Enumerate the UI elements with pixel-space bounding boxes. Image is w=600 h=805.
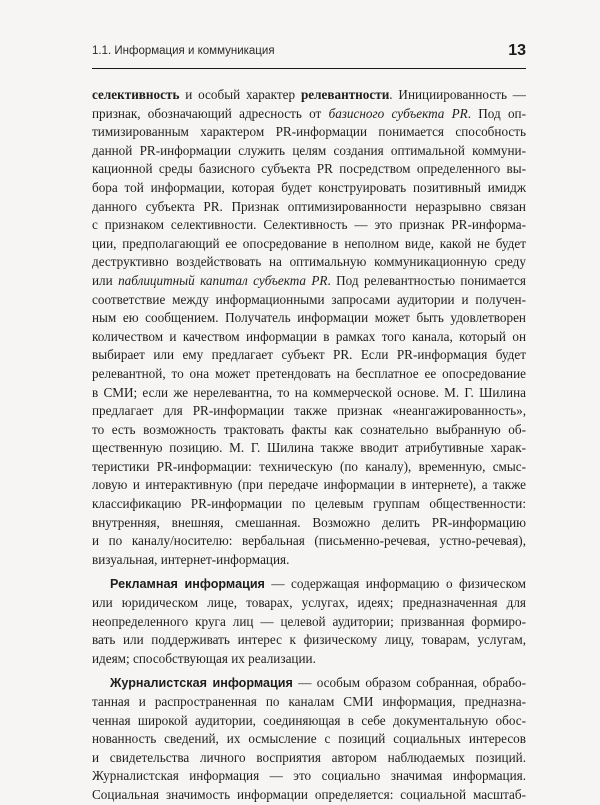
text-line: теристики PR-информации: техническую (по каналу), временную, смыс- — [92, 458, 526, 474]
text-line: внутренняя, внешняя, смешанная. Возможно делить PR-информацию — [92, 514, 526, 530]
text-span: и особый характер — [179, 87, 301, 102]
term-basic-subject: базисного субъекта PR — [328, 105, 468, 121]
text-span: — особым образом собранная, обрабо- — [292, 675, 526, 691]
text-line: предлагает для PR-информации также признак «неангажированность», — [92, 403, 526, 419]
text-line: ции, предполагающий ее опосредование в неполном виде, какой не будет — [92, 235, 526, 251]
text-span: или — [92, 272, 119, 288]
text-body — [92, 86, 526, 805]
text-line: данной PR-информации служить целям создания оптимальной коммуни- — [92, 142, 526, 158]
text-line: выбирает или ему предлагает субъект PR. Если PR-информация будет — [92, 347, 526, 363]
section-title: 1.1. Информация и коммуникация — [92, 45, 275, 57]
text-span: — содержащая информацию о физическом — [264, 576, 526, 592]
text-line — [92, 86, 526, 105]
text-span: . Инициированность — — [389, 87, 526, 102]
text-line: то есть возможность трактовать факты как сознательно выбранную об- — [92, 421, 526, 437]
page-number: 13 — [508, 42, 526, 59]
text-line: и по каналу/носителю: вербальная (письменно-речевая, устно-речевая), — [92, 533, 526, 549]
term-publicity-capital: паблицитный капитал субъекта PR — [118, 272, 328, 288]
text-line: неопределенного круга лиц — целевой аудитории; призванная формиро- — [92, 613, 526, 629]
text-line: щественную позицию. М. Г. Шилина также вводит атрибутивные харак- — [92, 440, 526, 456]
text-line: и свидетельства личного восприятия автором наблюдаемых позиций. — [92, 749, 526, 765]
text-line: Социальная значимость информации определяется: социальной масштаб- — [92, 786, 526, 802]
paragraph-pr-attributes — [92, 86, 526, 569]
text-line: танная и распространенная по каналам СМИ информация, предназна- — [92, 694, 526, 709]
text-line: данного субъекта PR. Признак оптимизированности неразрывно связан — [92, 198, 526, 214]
text-span: признак, обозначающий адресность от — [92, 105, 329, 121]
text-line: деструктивно воздействовать на оптимальную коммуникационную среду — [92, 254, 526, 270]
text-line — [92, 575, 526, 594]
term-selectivity: селективность — [92, 87, 180, 102]
term-relevance: релевантности — [300, 87, 390, 102]
text-line: количеством и качеством информации в рамках того канала, который он — [92, 328, 526, 344]
text-line: Журналистская информация — это социально значимая информация. — [92, 768, 526, 784]
text-line — [92, 674, 526, 693]
text-span: . Под оп- — [467, 105, 526, 121]
text-line: релевантной, то она может претендовать на бесплатное ее опосредование — [92, 365, 526, 381]
text-line: тимизированным характером PR-информации понимается способность — [92, 124, 526, 140]
text-line: бора той информации, которая будет конструировать позитивный имидж — [92, 179, 526, 195]
term-journalistic-info: Журналистская информация — [110, 676, 293, 691]
text-line: вать или поддерживать интерес к физическому лицу, товарам, услугам, — [92, 632, 526, 648]
term-advertising-info: Рекламная информация — [110, 577, 265, 592]
text-line — [92, 272, 526, 291]
text-line: ченная широкой аудитории, соединяющая в себе документальную обос- — [92, 712, 526, 728]
text-line: визуальная, интернет-информация. — [92, 551, 290, 567]
text-line: с признаком селективности. Селективность — это признак PR-информа- — [92, 217, 526, 233]
text-line: кационной среды базисного субъекта PR посредством определенного вы- — [92, 161, 526, 177]
text-line: идеям; способствующая их реализации. — [92, 650, 316, 666]
text-line: ным ею сообщением. Получатель информации может быть удовлетворен — [92, 310, 526, 326]
text-line: ловую и интерактивную (при передаче информации в интернете), а также — [92, 477, 526, 493]
paragraph-journalistic-info — [92, 674, 526, 804]
paragraph-advertising-info — [92, 575, 526, 668]
text-span: . Под релевантностью понимается — [327, 272, 526, 288]
text-line: в СМИ; если же нерелевантна, то на коммерческой основе. М. Г. Шилина — [92, 384, 526, 400]
text-line: соответствие между информационными запросами аудитории и получен- — [92, 291, 526, 307]
text-line: классификацию PR-информации по целевым группам общественности: — [92, 496, 526, 512]
running-header — [92, 40, 526, 69]
text-line — [92, 105, 526, 124]
text-line: нованность сведений, их осмысление с позиций социальных интересов — [92, 731, 526, 747]
text-line: или юридическом лице, товарах, услугах, идеях; предназначенная для — [92, 595, 526, 611]
